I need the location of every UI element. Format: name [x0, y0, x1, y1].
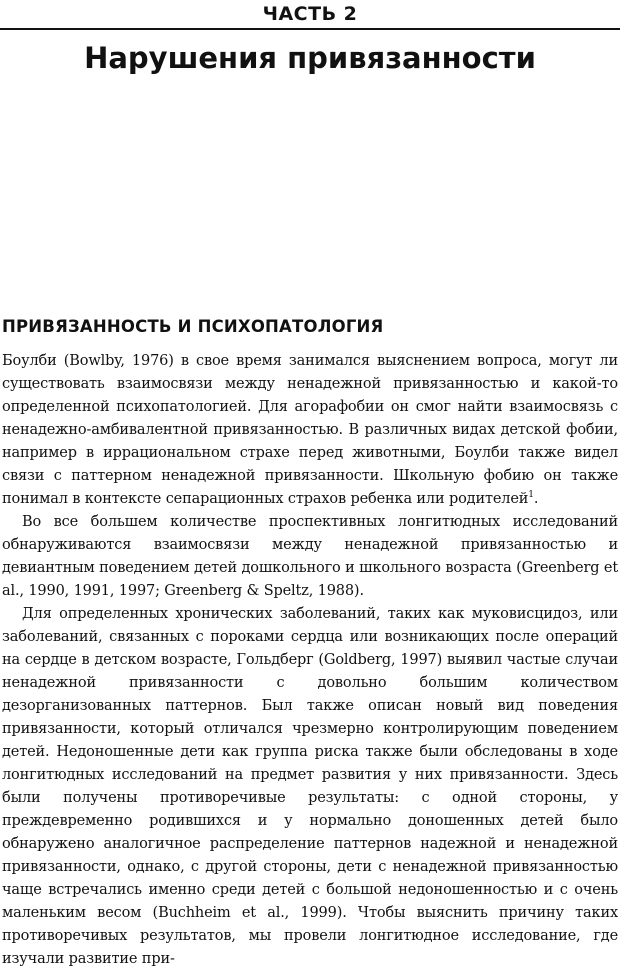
footnote-mark: 1: [528, 490, 534, 501]
section-heading: ПРИВЯЗАННОСТЬ И ПСИХОПАТОЛОГИЯ: [2, 317, 384, 336]
body-text: [2, 350, 618, 971]
paragraph-2: Во все большем количестве проспективных лонгитюдных исследований обнаруживаются взаимосвязи между ненадежной привязанностью и девиантным поведением детей дошкольного и школьного возраста (Greenberg et al., 1990, 1991, 1997; Greenberg & Speltz, 1988).: [2, 514, 618, 599]
paragraph-3: Для определенных хронических заболеваний, таких как муковисцидоз, или заболеваний, связанных с пороками сердца или возникающих после операций на сердце в детском возрасте, Гольдберг (Goldberg, 1997) выявил частые случаи ненадежной привязанности с довольно большим количеством дезорганизованных паттернов. Был также описан новый вид поведения привязанности, который отличался чрезмерно контролирующим поведением детей. Недоношенные дети как группа риска также были обследованы в ходе лонгитюдных исследований на предмет развития у них привязанности. Здесь были получены противоречивые результаты: с одной стороны, у преждевременно родившихся и у нормально доношенных детей было обнаружено аналогичное распределение паттернов надежной и ненадежной привязанности, однако, с другой стороны, дети с ненадежной привязанностью чаще встречались именно среди детей с большой недоношенностью и с очень маленьким весом (Buchheim et al., 1999). Чтобы выяснить причину таких противоречивых результатов, мы провели лонгитюдное исследование, где изучали развитие при-: [2, 606, 618, 967]
paragraph-1: Боулби (Bowlby, 1976) в свое время занимался выяснением вопроса, могут ли существовать взаимосвязи между ненадежной привязанностью и какой-то определенной психопатологией. Для агорафобии он смог найти взаимосвязь с ненадежно-амбивалентной привязанностью. В различных видах детской фобии, например в иррациональном страхе перед животными, Боулби также видел связи с паттерном ненадежной привязанности. Школьную фобию он также понимал в контексте сепарационных страхов ребенка или родителей$^1$.: [2, 353, 618, 507]
header-rule: [0, 28, 620, 30]
paragraph-1-text: Боулби (Bowlby, 1976) в свое время занимался выяснением вопроса, могут ли существовать взаимосвязи между ненадежной привязанностью и какой-то определенной психопатологией. Для агорафобии он смог найти взаимосвязь с ненадежно-амбивалентной привязанностью. В различных видах детской фобии, например в иррациональном страхе перед животными, Боулби также видел связи с паттерном ненадежной привязанности. Школьную фобию он также понимал в контексте сепарационных страхов ребенка или родителей: [2, 353, 618, 507]
part-label: ЧАСТЬ 2: [262, 3, 358, 25]
chapter-title: Нарушения привязанности: [84, 41, 536, 75]
